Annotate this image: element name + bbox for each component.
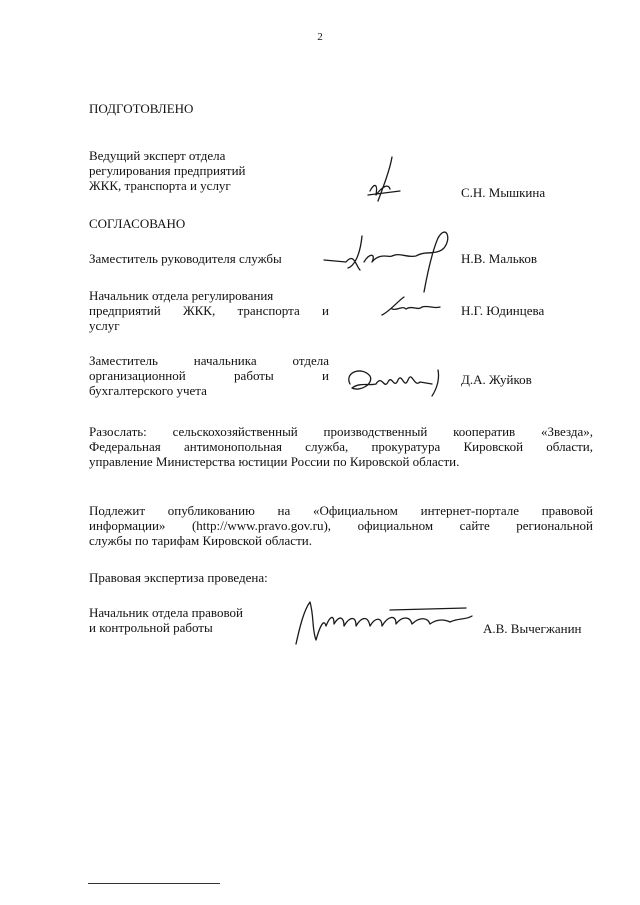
footnote-divider [88,883,220,884]
agreed-signatory-3-name: Д.А. Жуйков [461,372,532,387]
publication-line: службы по тарифам Кировской области. [89,533,312,548]
page-number: 2 [317,31,323,43]
agreed-signatory-3-position [89,353,329,398]
publication-line: информации» (http://www.pravo.gov.ru), официальном сайте региональной [89,518,593,533]
agreed-position-line: услуг [89,318,120,333]
agreed-position-line: Начальник отдела регулирования [89,288,274,303]
distribution-paragraph [89,424,593,469]
legal-review-statement: Правовая экспертиза проведена: [89,570,268,585]
distribution-line: Разослать: сельскохозяйственный производственный кооператив «Звезда», [89,424,593,439]
signature-zhuykov [340,362,460,402]
signature-malkov [320,222,460,294]
agreed-signatory-1-position [89,251,329,266]
agreed-signatory-2-name: Н.Г. Юдинцева [461,303,545,318]
legal-review-position [89,605,309,635]
legal-review-position-line: и контрольной работы [89,620,213,635]
prepared-name: С.Н. Мышкина [461,185,546,200]
publication-line: Подлежит опубликованию на «Официальном интернет-портале правовой [89,503,593,518]
agreed-position-line: бухгалтерского учета [89,383,207,398]
agreed-heading: СОГЛАСОВАНО [89,216,186,231]
legal-review-position-line: Начальник отдела правовой [89,605,243,620]
signature-yudintseva [380,293,444,323]
distribution-line: управление Министерства юстиции России по Кировской области. [89,454,460,469]
legal-review-name: А.В. Вычегжанин [483,621,582,636]
prepared-position [89,148,329,193]
agreed-signatory-1-name: Н.В. Мальков [461,251,537,266]
agreed-position-line: предприятий ЖКК, транспорта и [89,303,329,318]
prepared-position-line: регулирования предприятий [89,163,246,178]
agreed-signatory-2-position [89,288,329,333]
publication-paragraph [89,503,593,548]
prepared-position-line: Ведущий эксперт отдела [89,148,226,163]
signature-vychegzhanin [290,596,476,648]
prepared-position-line: ЖКК, транспорта и услуг [89,178,231,193]
distribution-line: Федеральная антимонопольная служба, прокуратура Кировской области, [89,439,593,454]
prepared-heading: ПОДГОТОВЛЕНО [89,101,194,116]
agreed-position-line: организационной работы и [89,368,329,383]
agreed-position-line: Заместитель руководителя службы [89,251,282,266]
signature-myshkina [362,155,410,215]
agreed-position-line: Заместитель начальника отдела [89,353,329,368]
